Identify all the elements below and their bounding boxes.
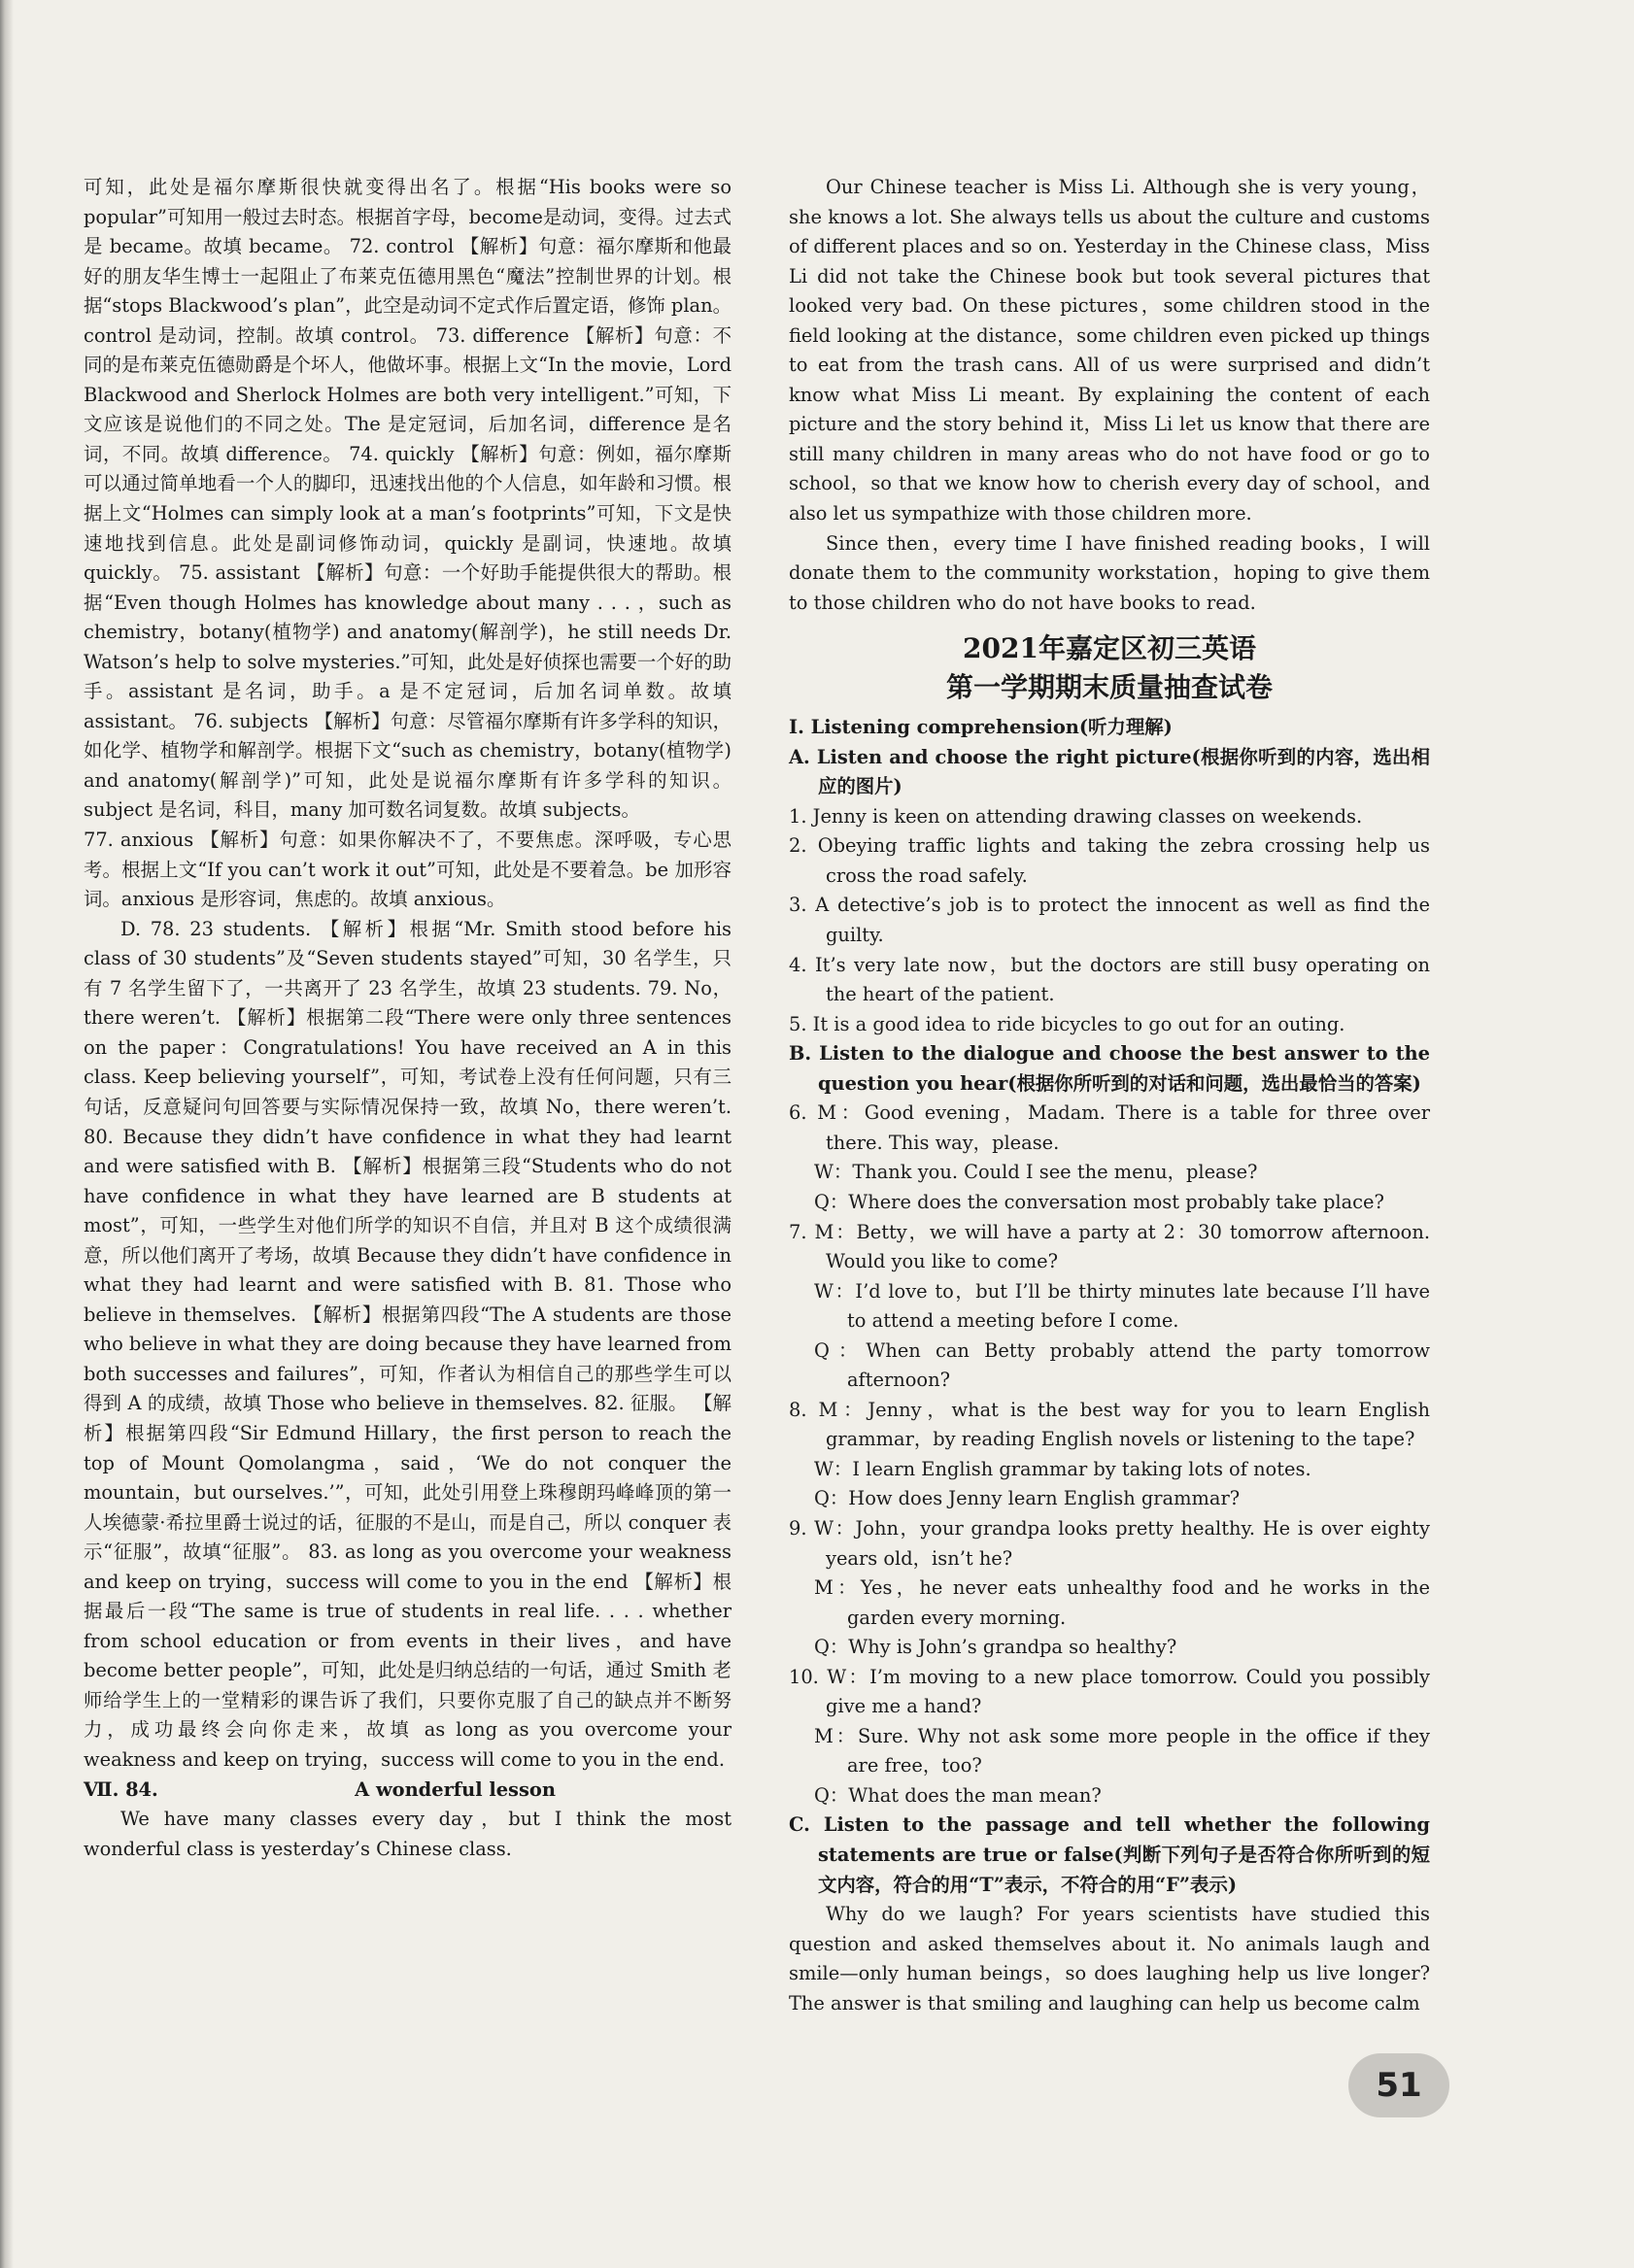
- exam-title: [789, 629, 1430, 707]
- dialogue-6-m: 6. M：Good evening，Madam. There is a table for three over there. This way，please.: [789, 1101, 1430, 1154]
- essay-title: A wonderful lesson: [355, 1777, 556, 1801]
- dialogue-7-w: W：I’d love to，but I’ll be thirty minutes late because I’ll have to attend a meeting before I come.: [814, 1279, 1430, 1333]
- dialogue-7-m: 7. M：Betty，we will have a party at 2：30 tomorrow afternoon. Would you like to come?: [789, 1220, 1430, 1273]
- exam-title-line-2: 第一学期期末质量抽查试卷: [945, 671, 1273, 704]
- dialogue-9-w: 9. W：John，your grandpa looks pretty healthy. He is over eighty years old，isn’t he?: [789, 1516, 1430, 1570]
- dialogue-8-w: W：I learn English grammar by taking lots of notes.: [814, 1457, 1311, 1480]
- dialogue-10-m: M：Sure. Why not ask some more people in the office if they are free，too?: [814, 1724, 1430, 1777]
- dialogue-10-w: 10. W：I’m moving to a new place tomorrow. Could you possibly give me a hand?: [789, 1665, 1430, 1718]
- part-c-passage: Why do we laugh? For years scientists have studied this question and asked themselves about it. No animals laugh and smile—only human beings，so does laughing help us live longer? The answer is that smiling and laughing can help us become calm: [789, 1903, 1430, 2014]
- essay-paragraph-2: Our Chinese teacher is Miss Li. Although she is very young，she knows a lot. She always tells us about the culture and customs of different places and so on. Yesterday in the Chinese class，Miss Li did not take the Chinese book but took several pictures that looked very bad. On these pictures，some children stood in the field looking at the distance，some children even picked up things to eat from the trash cans. All of us were surprised and didn’t know what Miss Li meant. By explaining the content of each picture and the story behind it，Miss Li let us know that there are still many children in many areas who do not have food or go to school，so that we know how to cherish every day of school，and also let us sympathize with those children more.: [789, 176, 1430, 525]
- essay-paragraph-1: We have many classes every day，but I think the most wonderful class is yesterday’s Chinese class.: [84, 1808, 732, 1860]
- part-a-instruction: A. Listen and choose the right picture(根据你听到的内容，选出相应的图片): [789, 745, 1430, 798]
- dialogue-6-w: W：Thank you. Could I see the menu，please?: [814, 1161, 1258, 1184]
- part-a-item-5: 5. It is a good idea to ride bicycles to go out for an outing.: [789, 1012, 1345, 1035]
- section-listening: Ⅰ. Listening comprehension(听力理解): [789, 716, 1173, 739]
- part-a-item-2: 2. Obeying traffic lights and taking the zebra crossing help us cross the road safely.: [789, 834, 1430, 887]
- answer-analysis-d-78-83: D. 78. 23 students. 【解析】根据“Mr. Smith stood before his class of 30 students”及“Seven students stayed”可知，30 名学生，只有 7 名学生留下了，一共离开了 23 名学生，故填 23 students. 79. No，there weren’t. 【解析】根据第二段“There were only three sentences on the paper：Congratulations! You have received an A in this class. Keep believing yourself”，可知，考试卷上没有任何问题，只有三句话，反意疑问句回答要与实际情况保持一致，故填 No，there weren’t. 80. Because they didn’t have confidence in what they had learnt and were satisfied with B. 【解析】根据第三段“Students who do not have confidence in what they have learned are B students at most”，可知，一些学生对他们所学的知识不自信，并且对 B 这个成绩很满意，所以他们离开了考场，故填 Because they didn’t have confidence in what they had learnt and were satisfied with B. 81. Those who believe in themselves. 【解析】根据第四段“The A students are those who believe in what they are doing because they have learned from both successes and failures”，可知，作者认为相信自己的那些学生可以得到 A 的成绩，故填 Those who believe in themselves. 82. 征服。 【解析】根据第四段“Sir Edmund Hillary，the first person to reach the top of Mount Qomolangma，said，‘We do not conquer the mountain，but ourselves.’”，可知，此处引用登上珠穆朗玛峰峰顶的第一人埃德蒙·希拉里爵士说过的话，征服的不是山，而是自己，所以 conquer 表示“征服”，故填“征服”。 83. as long as you overcome your weakness and keep on trying，success will come to you in the end 【解析】根据最后一段“The same is true of students in real life. . . . whether from school education or from events in their lives，and have become better people”，可知，此处是归纳总结的一句话，通过 Smith 老师给学生上的一堂精彩的课告诉了我们，只要你克服了自己的缺点并不断努力，成功最终会向你走来，故填 as long as you overcome your weakness and keep on trying，success will come to you in the end.: [84, 917, 732, 1771]
- answer-analysis-77: 77. anxious 【解析】句意：如果你解决不了，不要焦虑。深呼吸，专心思考。根据上文“If you can’t work it out”可知，此处是不要着急。be 加形容词。anxious 是形容词，焦虑的。故填 anxious。: [84, 829, 732, 911]
- right-column: [789, 173, 1430, 2018]
- dialogue-7-q: Q：When can Betty probably attend the party tomorrow afternoon?: [814, 1338, 1430, 1392]
- dialogue-6-q: Q：Where does the conversation most probably take place?: [814, 1190, 1384, 1213]
- dialogue-9-q: Q：Why is John’s grandpa so healthy?: [814, 1636, 1177, 1659]
- dialogue-10-q: Q：What does the man mean?: [814, 1783, 1102, 1807]
- part-c-instruction: C. Listen to the passage and tell whether the following statements are true or false(判断下列句子是否符合你所听到的短文内容，符合的用“T”表示，不符合的用“F”表示): [789, 1813, 1430, 1896]
- part-a-item-1: 1. Jenny is keen on attending drawing classes on weekends.: [789, 804, 1363, 828]
- exam-title-line-1: 2021年嘉定区初三英语: [963, 632, 1256, 665]
- page-number: 51: [1348, 2053, 1449, 2117]
- part-a-item-3: 3. A detective’s job is to protect the innocent as well as find the guilty.: [789, 894, 1430, 947]
- part-b-instruction: B. Listen to the dialogue and choose the best answer to the question you hear(根据你所听到的对话和问题，选出最恰当的答案): [789, 1042, 1430, 1095]
- dialogue-9-m: M：Yes，he never eats unhealthy food and he works in the garden every morning.: [814, 1576, 1430, 1629]
- answer-analysis-72-76: 可知，此处是福尔摩斯很快就变得出名了。根据“His books were so popular”可知用一般过去时态。根据首字母，become是动词，变得。过去式是 became。故填 became。 72. control 【解析】句意：福尔摩斯和他最好的朋友华生博士一起阻止了布莱克伍德用黑色“魔法”控制世界的计划。根据“stops Blackwood’s plan”，此空是动词不定式作后置定语，修饰 plan。control 是动词，控制。故填 control。 73. difference 【解析】句意：不同的是布莱克伍德勋爵是个坏人，他做坏事。根据上文“In the movie，Lord Blackwood and Sherlock Holmes are both very intelligent.”可知，下文应该是说他们的不同之处。The 是定冠词，后加名词，difference 是名词，不同。故填 difference。 74. quickly 【解析】句意：例如，福尔摩斯可以通过简单地看一个人的脚印，迅速找出他的个人信息，如年龄和习惯。根据上文“Holmes can simply look at a man’s footprints”可知，下文是快速地找到信息。此处是副词修饰动词，quickly 是副词，快速地。故填 quickly。 75. assistant 【解析】句意：一个好助手能提供很大的帮助。根据“Even though Holmes has knowledge about many . . . ，such as chemistry，botany(植物学) and anatomy(解剖学)，he still needs Dr. Watson’s help to solve mysteries.”可知，此处是好侦探也需要一个好的助手。assistant 是名词，助手。a 是不定冠词，后加名词单数。故填 assistant。 76. subjects 【解析】句意：尽管福尔摩斯有许多学科的知识，如化学、植物学和解剖学。根据下文“such as chemistry，botany(植物学) and anatomy(解剖学)”可知，此处是说福尔摩斯有许多学科的知识。subject 是名词，科目，many 加可数名词复数。故填 subjects。: [84, 176, 732, 822]
- essay-paragraph-3: Since then，every time I have finished reading books，I will donate them to the community workstation，hoping to give them to those children who do not have books to read.: [789, 531, 1430, 614]
- dialogue-8-m: 8. M：Jenny，what is the best way for you to learn English grammar，by reading English novels or listening to the tape?: [789, 1398, 1430, 1451]
- part-a-item-4: 4. It’s very late now，but the doctors are still busy operating on the heart of the patient.: [789, 953, 1430, 1006]
- essay-number: Ⅶ. 84.: [84, 1777, 158, 1801]
- binding-gutter: [0, 0, 14, 2268]
- dialogue-8-q: Q：How does Jenny learn English grammar?: [814, 1487, 1241, 1510]
- left-column: [84, 173, 732, 1864]
- essay-heading: [84, 1776, 732, 1806]
